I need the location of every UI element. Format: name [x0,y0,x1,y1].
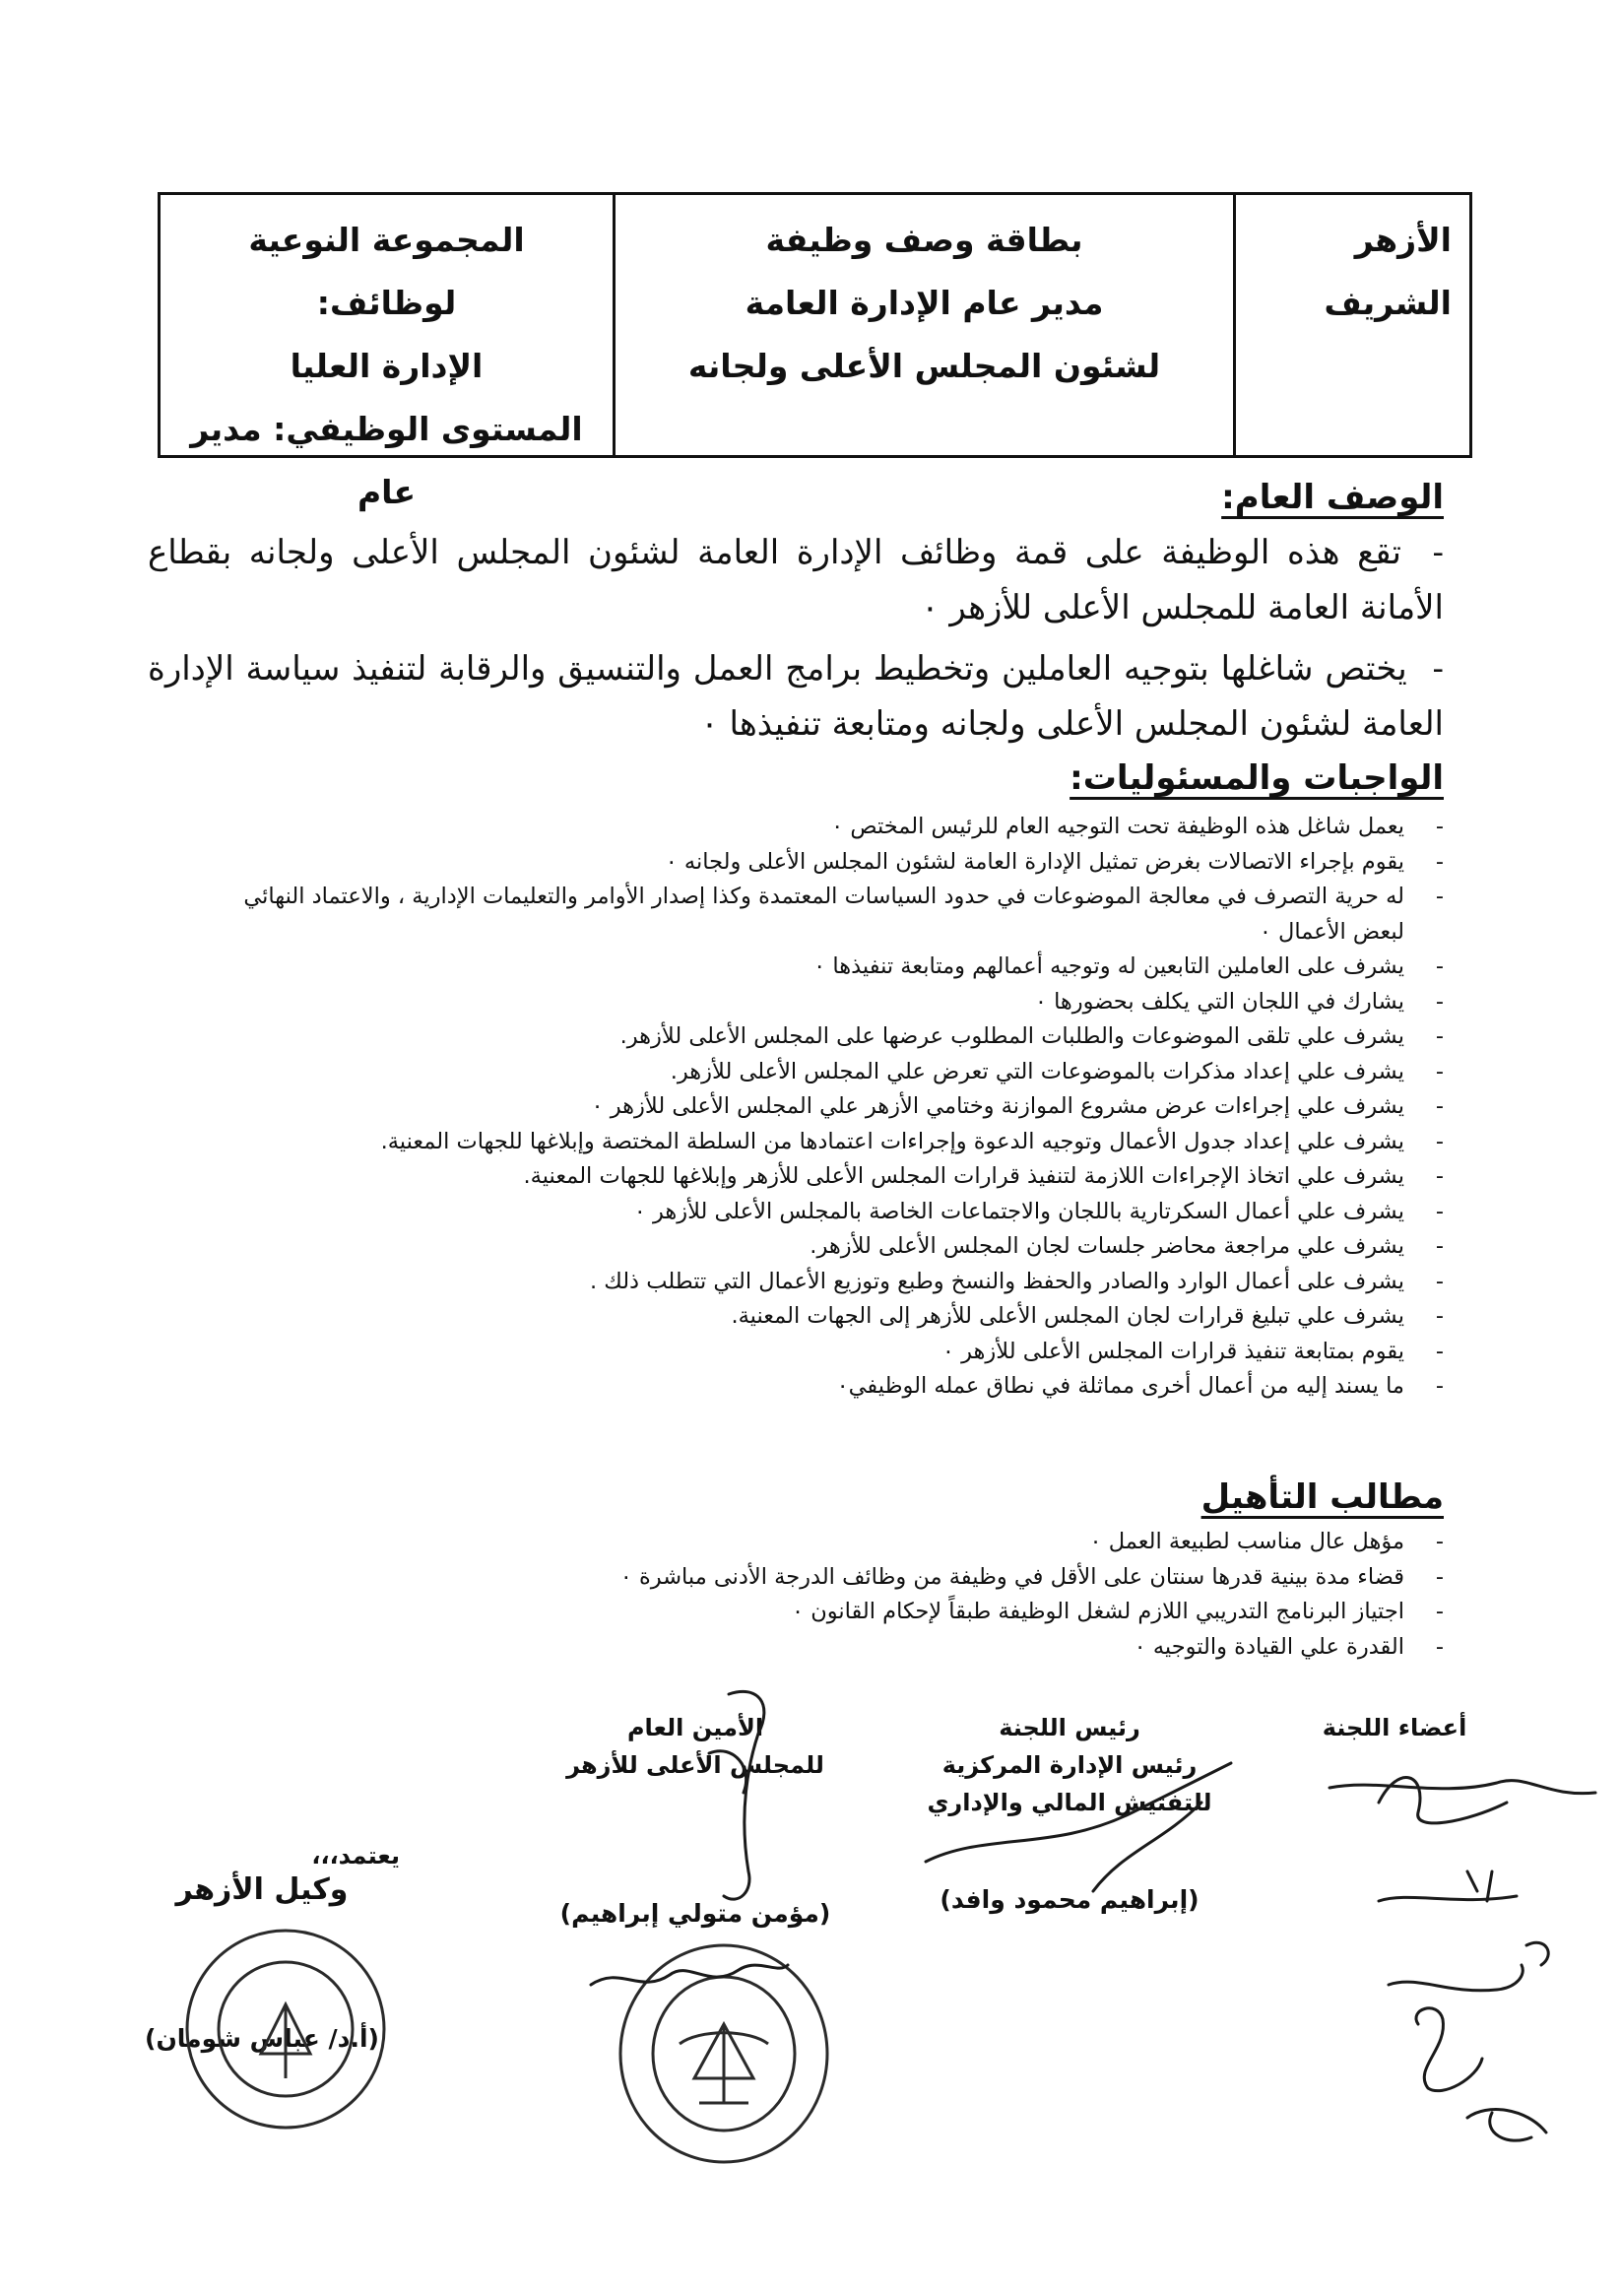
list-item: - يعمل شاغل هذه الوظيفة تحت التوجيه العام للرئيس المختص ٠ [831,814,1444,839]
job-group-label: المجموعة النوعية لوظائف: [248,221,525,322]
header-left-cell [161,195,613,511]
list-item: - يشرف علي إعداد مذكرات بالموضوعات التي تعرض علي المجلس الأعلى للأزهر. [670,1058,1444,1084]
committee-members-label: أعضاء اللجنة [1322,1714,1467,1741]
job-title-line-2: لشئون المجلس الأعلى ولجانه [687,347,1161,385]
list-item: - يشرف علي اتخاذ الإجراءات اللازمة لتنفيذ قرارات المجلس الأعلى للأزهر وإبلاغها للجهات المعنية. [523,1163,1444,1189]
committee-members-block [1296,1709,1493,1746]
committee-head-signature-icon [906,1743,1261,1911]
deputy-seal-icon [172,1921,399,2137]
list-item: - يشرف علي أعمال السكرتارية باللجان والاجتماعات الخاصة بالمجلس الأعلى للأزهر ٠ [633,1198,1444,1224]
list-item: - مؤهل عال مناسب لطبيعة العمل ٠ [1089,1529,1444,1554]
card-title: بطاقة وصف وظيفة [765,221,1083,259]
job-level: المستوى الوظيفي: مدير عام [190,410,583,511]
list-item: - يشرف علي تبليغ قرارات لجان المجلس الأعلى للأزهر إلى الجهات المعنية. [731,1303,1444,1329]
list-item: - ما يسند إليه من أعمال أخرى مماثلة في نطاق عمله الوظيفي٠ [836,1373,1444,1399]
approval-block [183,1837,400,1874]
list-item: - يشرف علي إجراءات عرض مشروع الموازنة وختامي الأزهر علي المجلس الأعلى للأزهر ٠ [591,1093,1444,1119]
institution-name: الأزهر الشريف [1324,221,1452,322]
duties-section [197,758,1444,1405]
list-item: - يشرف علي مراجعة محاضر جلسات لجان المجلس الأعلى للأزهر. [810,1233,1444,1259]
list-item: - يشرف على أعمال الوارد والصادر والحفظ والنسخ وطبع وتوزيع الأعمال التي تتطلب ذلك . [589,1268,1444,1294]
header-right-cell [1233,195,1469,455]
deputy-title: وكيل الأزهر [175,1872,349,1907]
committee-head-title: رئيس اللجنة [999,1714,1140,1741]
list-item: - قضاء مدة بينية قدرها سنتان على الأقل في وظيفة من وظائف الدرجة الأدنى مباشرة ٠ [619,1563,1444,1590]
secretary-general-signature-icon [680,1674,798,1911]
members-signatures-icon [1320,1743,1605,2157]
secretary-general-title: للمجلس الأعلى للأزهر [566,1751,824,1779]
committee-head-title: للتفتيش المالي والإداري [927,1789,1212,1816]
duties-list [197,810,1444,1405]
general-description-section [148,478,1444,752]
approval-label: يعتمد،،، [311,1842,400,1870]
secretary-general-title: الأمين العام [626,1714,764,1741]
qualifications-title: مطالب التأهيل [1200,1477,1444,1517]
qualifications-section [197,1477,1444,1665]
job-title-line-1: مدير عام الإدارة العامة [745,284,1104,322]
header-middle-cell [613,195,1233,455]
general-description-paragraph: - يختص شاغلها بتوجيه العاملين وتخطيط برامج العمل والتنسيق والرقابة لتنفيذ سياسة الإدارة العامة لشئون المجلس الأعلى ولجانه ومتابعة تنفيذها ٠ [148,649,1445,744]
committee-head-title: رئيس الإدارة المركزية [941,1751,1198,1779]
secretary-general-name: (مؤمن متولي إبراهيم) [559,1899,831,1928]
list-item: - يشرف علي إعداد جدول الأعمال وتوجيه الدعوة وإجراءات اعتمادها من السلطة المختصة وإبلاغها للجهات المعنية. [380,1128,1444,1154]
list-item: - له حرية التصرف في معالجة الموضوعات في حدود السياسات المعتمدة وكذا إصدار الأوامر والتعليمات الإدارية ، والاعتماد النهائي لبعض الأعمال ٠ [243,884,1444,945]
general-description-paragraph: - تقع هذه الوظيفة على قمة وظائف الإدارة العامة لشئون المجلس الأعلى ولجانه بقطاع الأمانة العامة للمجلس الأعلى للأزهر ٠ [148,533,1444,627]
committee-head-name: (إبراهيم محمود وافد) [940,1885,1200,1914]
qualifications-list [197,1525,1444,1665]
general-description-title: الوصف العام: [1221,478,1444,517]
list-item: - يقوم بإجراء الاتصالات بغرض تمثيل الإدارة العامة لشئون المجلس الأعلى ولجانه ٠ [665,848,1444,875]
list-item: - يقوم بمتابعة تنفيذ قرارات المجلس الأعلى للأزهر ٠ [941,1338,1444,1364]
deputy-name: (أ.د/ عباس شومان) [145,2024,379,2053]
list-item: - القدرة علي القيادة والتوجيه ٠ [1134,1633,1444,1660]
seal-signature-icon [581,1945,798,2014]
job-group-value: الإدارة العليا [290,347,484,385]
list-item: - يشرف علي تلقى الموضوعات والطلبات المطلوب عرضها على المجلس الأعلى للأزهر. [619,1023,1444,1049]
list-item: - يشرف على العاملين التابعين له وتوجيه أعمالهم ومتابعة تنفيذها ٠ [813,953,1444,979]
list-item: - اجتياز البرنامج التدريبي اللازم لشغل الوظيفة طبقاً لإحكام القانون ٠ [792,1599,1444,1624]
list-item: - يشارك في اللجان التي يكلف بحضورها ٠ [1034,988,1444,1015]
duties-title: الواجبات والمسئوليات: [1070,758,1444,798]
